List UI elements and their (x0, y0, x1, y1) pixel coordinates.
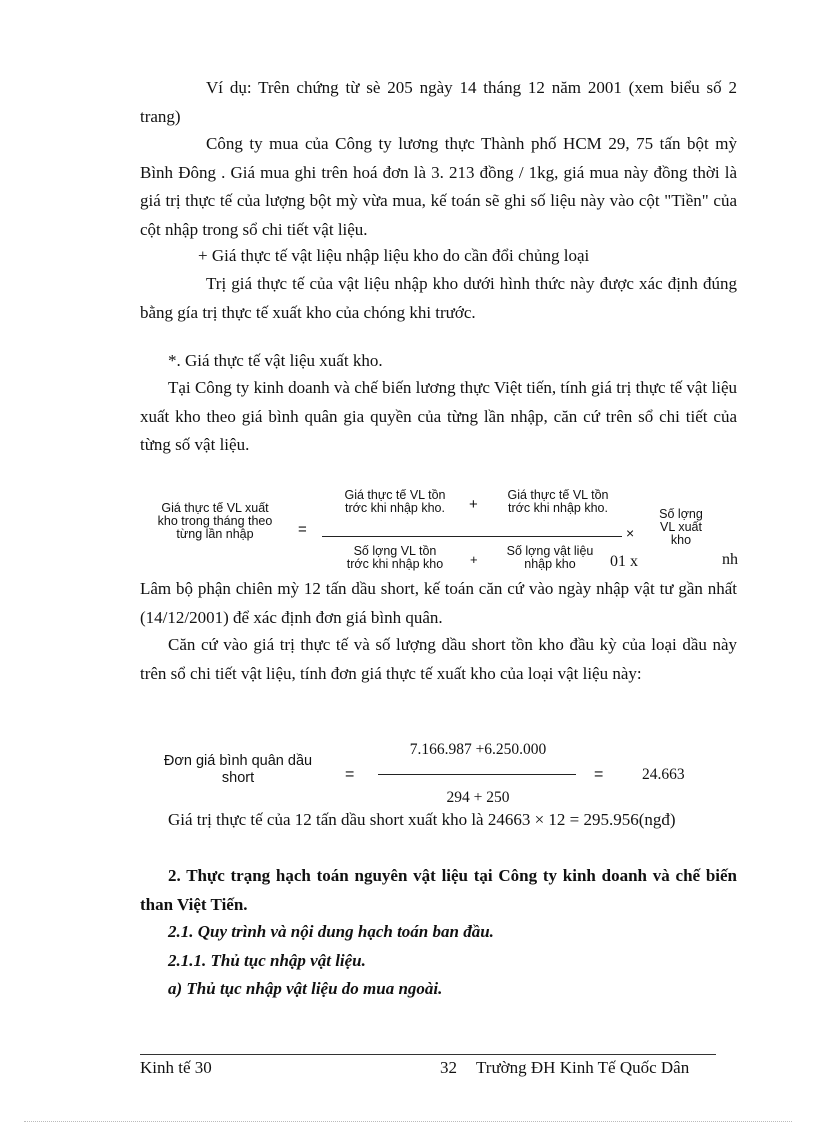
unit-price-denominator: 294 + 250 (446, 789, 510, 806)
export-price-heading: *. Giá thực tế vật liệu xuất kho. (168, 351, 383, 370)
fraction-bar (322, 536, 622, 537)
numerator-term-b (488, 489, 628, 515)
unit-price-result: 24.663 (642, 766, 685, 783)
denominator-plus: + (470, 552, 478, 567)
formula-equals: = (298, 521, 307, 538)
overlap-tail: nh (722, 551, 738, 568)
footer-page-number: 32 (440, 1058, 457, 1077)
denominator-term-a (325, 545, 465, 571)
denominator-term-a-line: trớc khi nhập kho (346, 557, 444, 571)
unit-price-numerator: 7.166.987 +6.250.000 (409, 741, 547, 758)
overlap-fragment: 01 x (610, 553, 638, 570)
unit-price-equals: = (345, 766, 355, 783)
formula-lhs-line: từng lần nhập (176, 527, 254, 541)
footer-left: Kinh tế 30 (140, 1058, 212, 1077)
denominator-term-b-line: Số lợng vật liệu (506, 544, 594, 558)
numerator-term-a-line: Giá thực tế VL tồn (344, 488, 446, 502)
formula-rhs (648, 508, 714, 547)
exchange-value-paragraph: Trị giá thực tế của vật liệu nhập kho dưới hình thức này được xác định đúng bằng gía trị thực tế xuất kho của chóng khi trước. (140, 274, 737, 322)
formula-rhs-line: VL xuất (660, 520, 702, 534)
unit-price-equals-result: = (594, 766, 604, 783)
denominator-term-a-line: Số lợng VL tồn (353, 544, 437, 558)
short-oil-paragraph: Lâm bộ phận chiên mỳ 12 tấn dầu short, kế toán căn cứ vào ngày nhập vật tư gần nhất (14/12/2001) để xác định đơn giá bình quân. (140, 579, 737, 627)
section-heading-2-1-1: 2.1.1. Thủ tục nhập vật liệu. (168, 951, 366, 970)
bullet-line: + Giá thực tế vật liệu nhập liệu kho do cần đổi chủng loại (198, 246, 590, 265)
formula-lhs-line: Giá thực tế VL xuất (161, 501, 269, 515)
formula-rhs-line: kho (670, 533, 692, 547)
numerator-term-a-line: trớc khi nhập kho. (345, 501, 445, 515)
total-value-paragraph: Giá trị thực tế của 12 tấn dầu short xuất kho là 24663 × 12 = 295.956(ngđ) (168, 810, 676, 829)
section-heading-2-1: 2.1. Quy trình và nội dung hạch toán ban đầu. (168, 922, 494, 941)
example-paragraph: Ví dụ: Trên chứng từ sè 205 ngày 14 tháng 12 năm 2001 (xem biểu số 2 trang) (140, 78, 737, 126)
numerator-term-a (325, 489, 465, 515)
formula-rhs-line: Số lợng (659, 507, 703, 521)
weighted-average-paragraph: Tại Công ty kinh doanh và chế biến lương thực Việt tiến, tính giá trị thực tế vật liệu xuất kho theo giá bình quân gia quyền của từng lần nhập, căn cứ trên sổ chi tiết của từng số vật liệu. (140, 378, 737, 454)
denominator-term-b-line: nhập kho (524, 557, 576, 571)
basis-paragraph: Căn cứ vào giá trị thực tế và số lượng dầu short tồn kho đầu kỳ của loại dầu này trên sổ chi tiết vật liệu, tính đơn giá thực tế xuất kho của loại vật liệu này: (140, 635, 737, 683)
unit-price-lhs-line: Đơn giá bình quân dầu (163, 753, 313, 769)
unit-price-fraction-bar (378, 774, 576, 775)
formula-lhs (145, 502, 285, 541)
numerator-term-b-line: trớc khi nhập kho. (508, 501, 608, 515)
formula-lhs-line: kho trong tháng theo (157, 514, 273, 528)
unit-price-lhs (150, 753, 326, 787)
footer-divider (140, 1054, 716, 1055)
purchase-paragraph: Công ty mua của Công ty lương thực Thành phố HCM 29, 75 tấn bột mỳ Bình Đông . Giá mua ghi trên hoá đơn là 3. 213 đồng / 1kg, giá mua này đồng thời là giá trị thực tế của lượng bột mỳ vừa mua, kế toán sẽ ghi số liệu này vào cột "Tiền" của cột nhập trong sổ chi tiết vật liệu. (140, 134, 737, 239)
numerator-plus: + (469, 496, 478, 513)
page-bottom-dotted-line (24, 1121, 792, 1122)
section-heading-a: a) Thủ tục nhập vật liệu do mua ngoài. (168, 979, 443, 998)
formula-times: × (626, 525, 635, 541)
section-heading-2: 2. Thực trạng hạch toán nguyên vật liệu tại Công ty kinh doanh và chế biến than Việt Tiến. (140, 866, 737, 914)
numerator-term-b-line: Giá thực tế VL tồn (507, 488, 609, 502)
footer-right: Trường ĐH Kinh Tế Quốc Dân (476, 1058, 690, 1077)
unit-price-lhs-line: short (221, 770, 255, 786)
denominator-term-b (480, 545, 620, 571)
